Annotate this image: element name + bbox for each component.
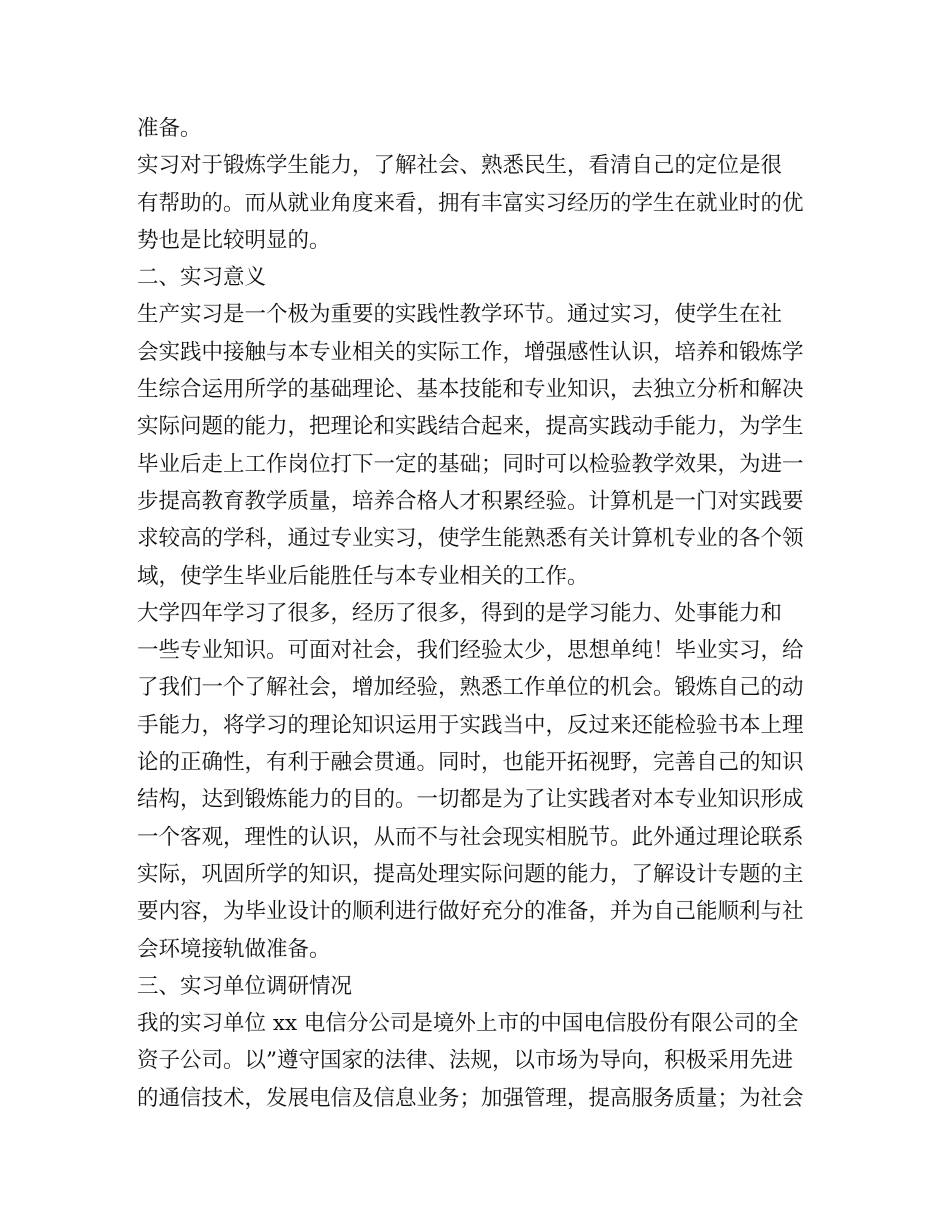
- text-line: 了我们一个了解社会，增加经验，熟悉工作单位的机会。锻炼自己的动: [137, 675, 804, 701]
- text-line: 要内容，为毕业设计的顺利进行做好充分的准备，并为自己能顺利与社: [137, 899, 804, 925]
- text-line: 一个客观，理性的认识，从而不与社会现实相脱节。此外通过理论联系: [137, 824, 804, 850]
- text-line: 的通信技术，发展电信及信息业务；加强管理，提高服务质量；为社会: [137, 1085, 804, 1111]
- text-line: 准备。: [137, 116, 202, 141]
- text-line: 实际问题的能力，把理论和实践结合起来，提高实践动手能力，为学生: [137, 414, 804, 440]
- section-heading: 二、实习意义: [137, 265, 267, 291]
- section-heading: 三、实习单位调研情况: [137, 973, 353, 999]
- text-line: 毕业后走上工作岗位打下一定的基础；同时可以检验教学效果，为进一: [137, 451, 804, 477]
- text-line: 结构，达到锻炼能力的目的。一切都是为了让实践者对本专业知识形成: [137, 787, 804, 813]
- text-line: 实习对于锻炼学生能力，了解社会、熟悉民生，看清自己的定位是很: [137, 153, 783, 179]
- text-line: 步提高教育教学质量，培养合格人才积累经验。计算机是一门对实践要: [137, 488, 804, 514]
- text-line: 域，使学生毕业后能胜任与本专业相关的工作。: [137, 563, 589, 589]
- text-line: 手能力，将学习的理论知识运用于实践当中，反过来还能检验书本上理: [137, 712, 804, 738]
- text-line: 我的实习单位 xx 电信分公司是境外上市的中国电信股份有限公司的全: [137, 1011, 799, 1037]
- text-line: 一些专业知识。可面对社会，我们经验太少，思想单纯！毕业实习，给: [137, 638, 804, 664]
- text-line: 论的正确性，有利于融会贯通。同时，也能开拓视野，完善自己的知识: [137, 750, 804, 776]
- text-line: 实际，巩固所学的知识，提高处理实际问题的能力，了解设计专题的主: [137, 861, 804, 887]
- text-line: 资子公司。以”遵守国家的法律、法规，以市场为导向，积极采用先进: [137, 1048, 793, 1074]
- text-line: 会实践中接触与本专业相关的实际工作，增强感性认识，培养和锻炼学: [137, 339, 804, 365]
- text-line: 大学四年学习了很多，经历了很多，得到的是学习能力、处事能力和: [137, 600, 783, 626]
- document-body: [137, 110, 817, 1117]
- text-line: 有帮助的。而从就业角度来看，拥有丰富实习经历的学生在就业时的优: [137, 190, 804, 216]
- text-line: 会环境接轨做准备。: [137, 936, 331, 962]
- text-line: 生综合运用所学的基础理论、基本技能和专业知识，去独立分析和解决: [137, 377, 804, 403]
- text-line: 势也是比较明显的。: [137, 227, 331, 253]
- text-line: 求较高的学科，通过专业实习，使学生能熟悉有关计算机专业的各个领: [137, 526, 804, 552]
- text-line: 生产实习是一个极为重要的实践性教学环节。通过实习，使学生在社: [137, 302, 783, 328]
